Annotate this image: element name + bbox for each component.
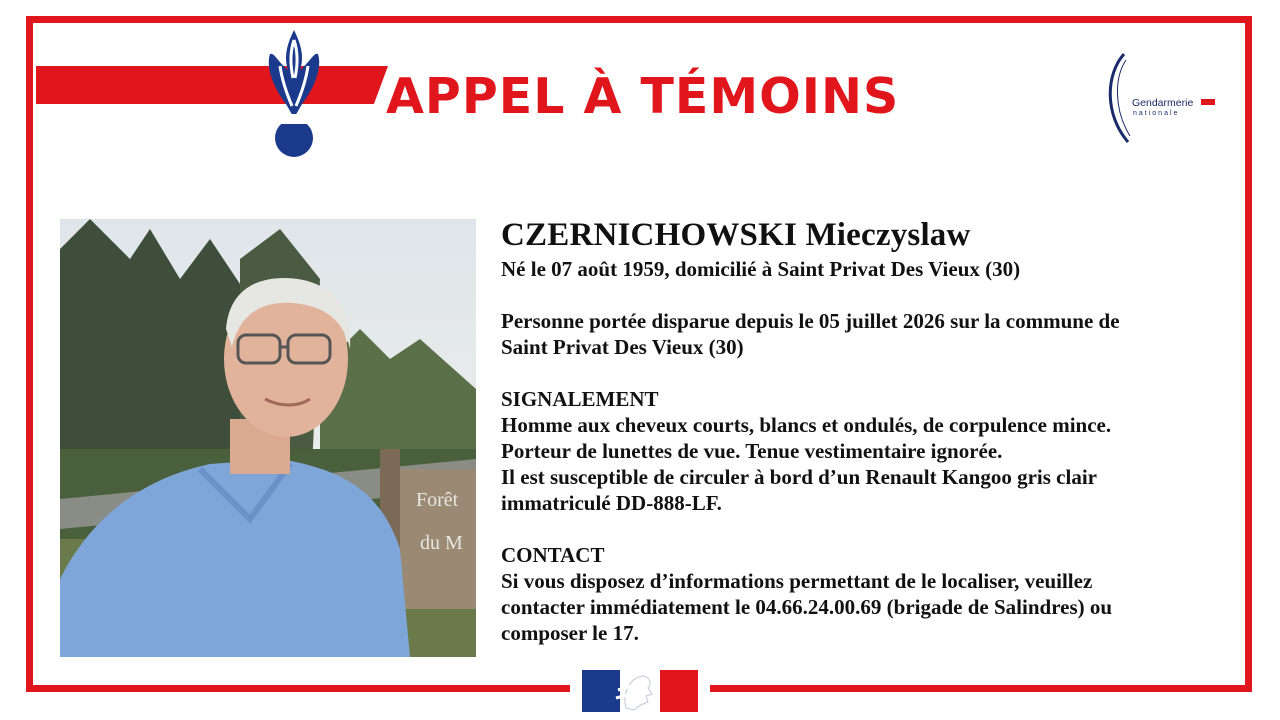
spacer [501,282,1231,308]
page-title: APPEL À TÉMOINS [386,68,900,125]
sign-text-line2: du M [420,532,463,554]
description-line: immatriculé DD-888-LF. [501,491,722,515]
grenade-emblem-icon [256,26,332,162]
contact-line: composer le 17. [501,621,639,645]
missing-person-photo [60,219,476,657]
sign-text-line1: Forêt [416,489,459,511]
person-name: CZERNICHOWSKI Mieczyslaw [501,217,971,253]
description-line: Porteur de lunettes de vue. Tenue vestimentaire ignorée. [501,439,1003,463]
description-line: Homme aux cheveux courts, blancs et ondulés, de corpulence mince. [501,413,1112,437]
header-red-band [36,66,388,104]
birth-line: Né le 07 août 1959, domicilié à Saint Privat Des Vieux (30) [501,257,1021,281]
logo-name: Gendarmerie [1132,97,1194,109]
spacer [501,516,1231,542]
contact-heading: CONTACT [501,543,605,567]
spacer [501,360,1231,386]
contact-line: contacter immédiatement le 04.66.24.00.69 (brigade de Salindres) ou [501,595,1113,619]
logo-subtitle: nationale [1133,110,1180,117]
description-line: Il est susceptible de circuler à bord d’un Renault Kangoo gris clair [501,465,1097,489]
description-heading: SIGNALEMENT [501,387,659,411]
info-block [501,214,1231,646]
marianne-logo-icon [582,670,698,712]
contact-line: Si vous disposez d’informations permettant de le localiser, veuillez [501,569,1093,593]
logo-flag-accent [1201,99,1215,105]
disappearance-line: Saint Privat Des Vieux (30) [501,335,744,359]
disappearance-line: Personne portée disparue depuis le 05 juillet 2026 sur la commune de [501,309,1120,333]
